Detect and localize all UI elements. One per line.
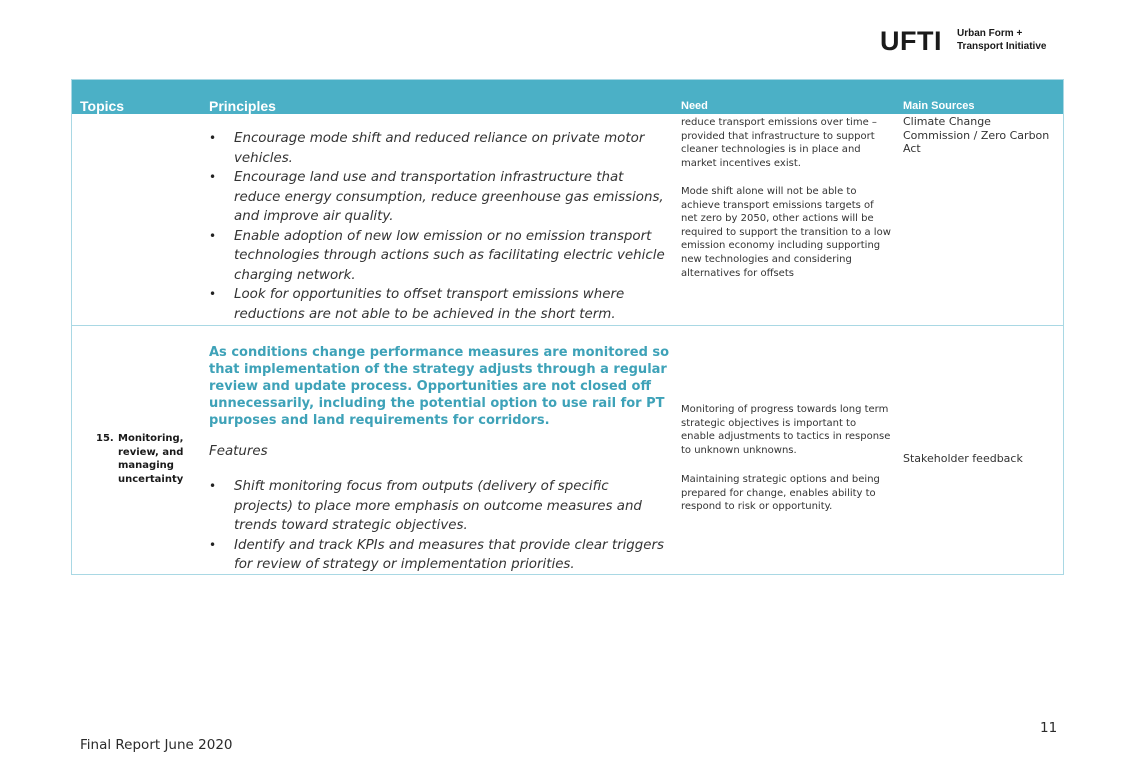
column-header-principles: Principles <box>209 98 276 114</box>
list-item: • Shift monitoring focus from outputs (delivery of specific projects) to place more emphasis on outcome measures and trends toward strategic objectives. <box>209 477 669 536</box>
row2-main-sources: Stakeholder feedback <box>903 452 1023 465</box>
row1-need-paragraph-1: reduce transport emissions over time – provided that infrastructure to support cleaner technologies is in place and market incentives exist. <box>681 117 877 169</box>
principles-table <box>71 79 1064 575</box>
list-item: • Look for opportunities to offset transport emissions where reductions are not able to be achieved in the short term. <box>209 285 669 324</box>
row1-need-paragraph-2: Mode shift alone will not be able to achieve transport emissions targets of net zero by 2050, other actions will be required to support the transition to a low emission economy including supporting new technologies and considering alternatives for offsets <box>681 186 891 279</box>
row2-features-list <box>209 477 669 575</box>
logo-mark: UFTI <box>880 26 942 56</box>
table-header <box>72 80 1063 114</box>
row2-principle-statement: As conditions change performance measures are monitored so that implementation of the strategy adjusts through a regular review and update process. Opportunities are not closed off unnecessarily, including the potential option to use rail for PT purposes and land requirements for corridors. <box>209 345 670 428</box>
row2-features-label: Features <box>209 444 268 459</box>
list-item: • Encourage land use and transportation infrastructure that reduce energy consumption, reduce greenhouse gas emissions, and improve air quality. <box>209 168 669 227</box>
column-header-topics: Topics <box>80 98 125 114</box>
list-item: • Encourage mode shift and reduced reliance on private motor vehicles. <box>209 129 669 168</box>
column-header-main-sources: Main Sources <box>903 100 975 112</box>
page-number: 11 <box>1040 720 1058 736</box>
footer-text: Final Report June 2020 <box>80 737 233 753</box>
row1-principles-list <box>209 129 669 324</box>
list-item: • Identify and track KPIs and measures that provide clear triggers for review of strategy or implementation priorities. <box>209 536 669 575</box>
logo-line-2: Transport Initiative <box>957 41 1047 52</box>
topic-label: Monitoring, review, and managing uncertainty <box>118 433 184 485</box>
row1-main-sources: Climate Change Commission / Zero Carbon Act <box>903 115 1050 156</box>
row2-need-paragraph-2: Maintaining strategic options and being prepared for change, enables ability to respond to risk or opportunity. <box>681 474 880 513</box>
list-item: • Enable adoption of new low emission or no emission transport technologies through actions such as facilitating electric vehicle charging network. <box>209 227 669 286</box>
row2-need-paragraph-1: Monitoring of progress towards long term strategic objectives is important to enable adjustments to tactics in response to unknown unknowns. <box>681 404 891 456</box>
topic-number: 15. <box>96 433 114 444</box>
logo-line-1: Urban Form + <box>957 28 1023 39</box>
column-header-need: Need <box>681 100 708 112</box>
row-divider <box>72 325 1063 326</box>
logo-subtitle <box>957 27 1067 53</box>
